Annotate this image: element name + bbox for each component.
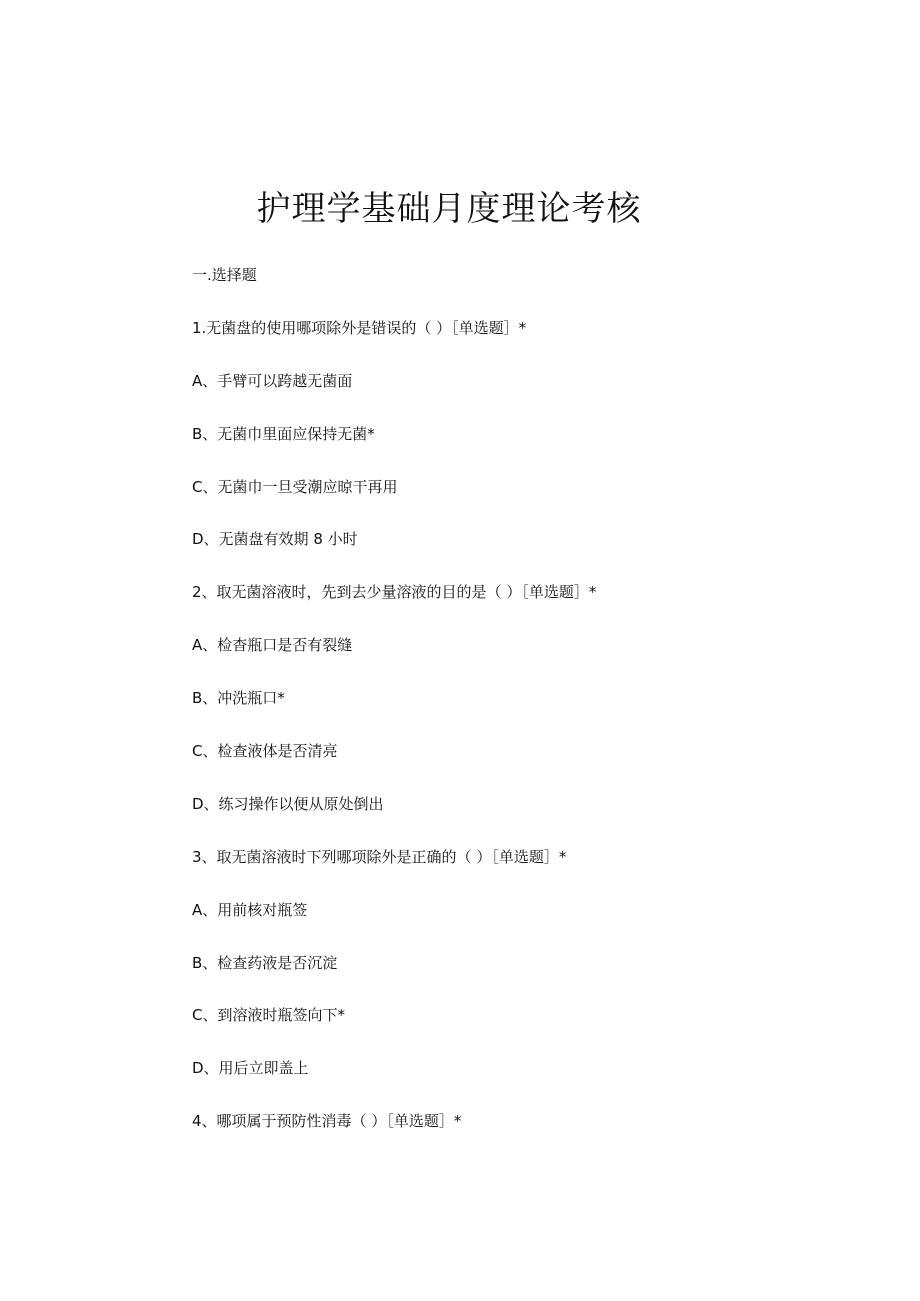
question-1-option-a: A、手臂可以跨越无菌面: [192, 371, 353, 390]
question-1: 1.无菌盘的使用哪项除外是错误的（ ）［单选题］*: [192, 318, 527, 337]
question-1-option-c: C、无菌巾一旦受潮应晾干再用: [192, 477, 398, 496]
question-2-option-d: D、练习操作以便从原处倒出: [192, 794, 384, 813]
question-1-option-d: D、无菌盘有效期 8 小时: [192, 530, 358, 549]
section-heading: 一.选择题: [192, 266, 257, 284]
question-3-option-a: A、用前核对瓶签: [192, 900, 308, 919]
question-3-option-c: C、到溶液时瓶签向下*: [192, 1006, 345, 1025]
question-2: 2、取无菌溶液时，先到去少量溶液的目的是（ ）［单选题］*: [192, 583, 597, 602]
question-3-option-d: D、用后立即盖上: [192, 1059, 309, 1078]
question-4: 4、哪项属于预防性消毒（ ）［单选题］*: [192, 1112, 462, 1131]
question-3-option-b: B、检查药液是否沉淀: [192, 953, 338, 972]
question-3: 3、取无菌溶液时下列哪项除外是正确的（ ）［单选题］*: [192, 847, 567, 866]
document-title: 护理学基础月度理论考核: [256, 188, 642, 229]
question-list: [192, 262, 596, 1161]
question-2-option-b: B、冲洗瓶口*: [192, 689, 285, 708]
question-2-option-c: C、检查液体是否清亮: [192, 742, 338, 761]
question-1-option-b: B、无菌巾里面应保持无菌*: [192, 424, 375, 443]
question-2-option-a: A、检杳瓶口是否有裂缝: [192, 636, 353, 655]
